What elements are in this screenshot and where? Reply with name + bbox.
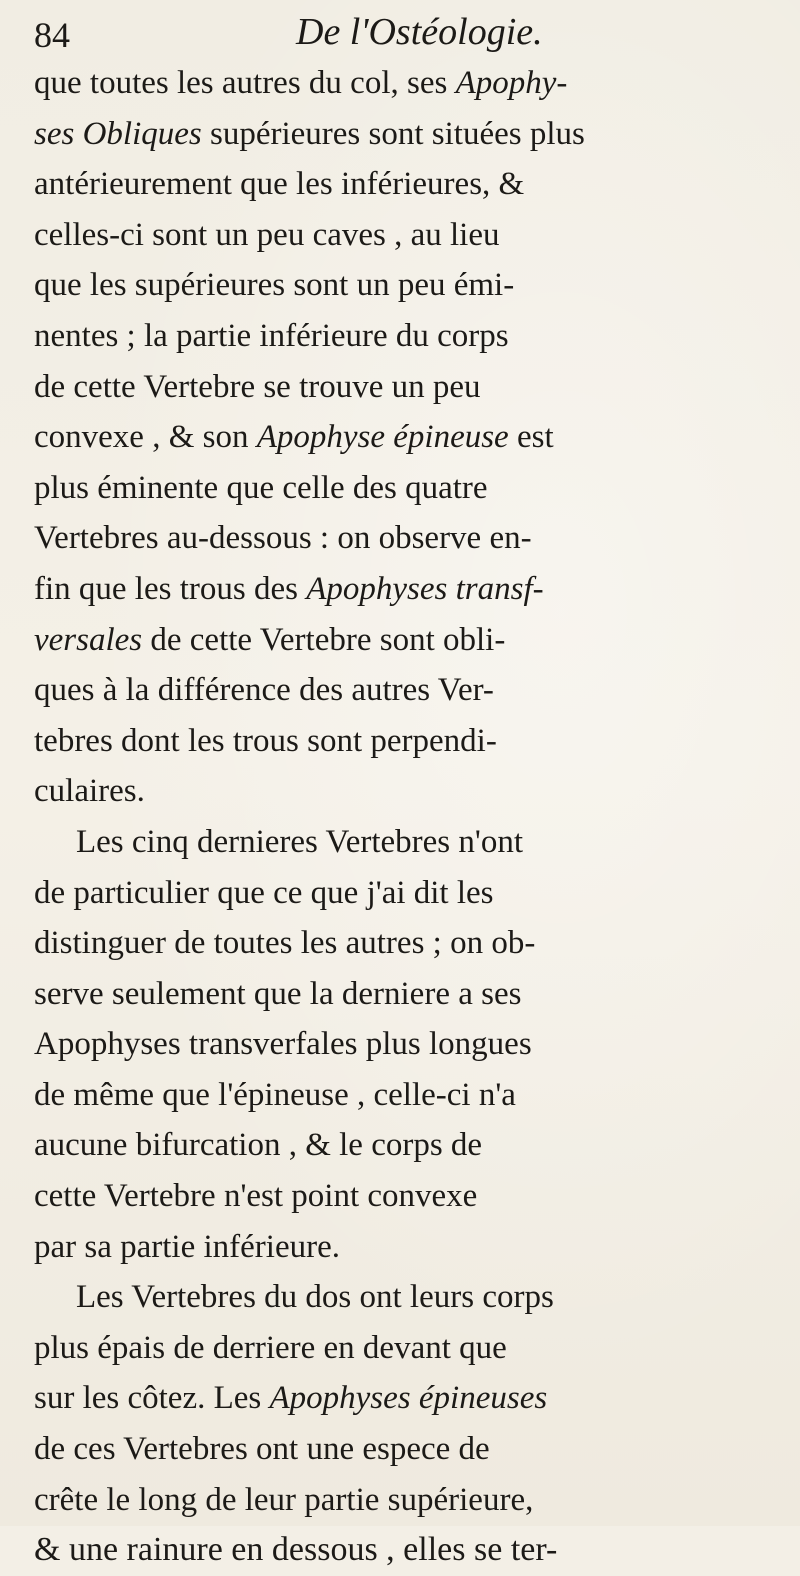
- text-line: [34, 362, 764, 413]
- text-line: [34, 1272, 764, 1323]
- italic-term: Apophyse épineuse: [256, 419, 509, 456]
- text-line: [34, 1424, 764, 1475]
- text-run: sur les côtez. Les: [34, 1380, 270, 1417]
- italic-term: Apophyses épineuses: [269, 1380, 548, 1417]
- text-run: que les supérieures sont un peu émi-: [34, 267, 515, 304]
- text-line: [34, 1525, 764, 1576]
- text-line: [34, 412, 764, 463]
- text-run: ques à la différence des autres Ver-: [34, 672, 494, 709]
- text-line: [34, 159, 764, 210]
- italic-term: Apophy-: [455, 65, 568, 101]
- text-run: crête le long de leur partie supérieure,: [34, 1481, 534, 1518]
- text-run: antérieurement que les inférieures, &: [34, 166, 525, 203]
- text-run: fin que les trous des: [34, 570, 307, 607]
- page-number: 84: [34, 15, 70, 55]
- text-run: distinguer de toutes les autres ; on ob-: [34, 925, 536, 962]
- text-run: de ces Vertebres ont une espece de: [34, 1431, 490, 1468]
- text-run: aucune bifurcation , & le corps de: [34, 1127, 483, 1164]
- text-line: [34, 1373, 764, 1424]
- text-run: est: [508, 419, 554, 456]
- text-run: cette Vertebre n'est point convexe: [34, 1178, 478, 1215]
- text-line: [34, 1222, 764, 1273]
- body-text: [34, 58, 764, 1576]
- text-line: [34, 1070, 764, 1121]
- text-run: culaires.: [34, 773, 145, 810]
- text-run: de cette Vertebre sont obli-: [142, 621, 506, 658]
- text-line: [34, 1120, 764, 1171]
- text-line: [34, 868, 764, 919]
- text-line: [34, 969, 764, 1020]
- text-line: [34, 817, 764, 868]
- text-run: Les Vertebres du dos ont leurs corps: [76, 1279, 554, 1316]
- text-run: tebres dont les trous sont perpendi-: [34, 722, 497, 759]
- text-line: [34, 1475, 764, 1526]
- text-run: & une rainure en dessous , elles se ter-: [34, 1531, 558, 1569]
- text-line: [34, 260, 764, 311]
- text-run: plus éminente que celle des quatre: [34, 469, 488, 506]
- text-run: de même que l'épineuse , celle-ci n'a: [34, 1076, 516, 1113]
- text-run: plus épais de derriere en devant que: [34, 1329, 507, 1366]
- text-run: Apophyses transverfales plus longues: [34, 1026, 532, 1063]
- text-run: convexe , & son: [34, 419, 257, 456]
- text-line: [34, 1019, 764, 1070]
- text-line: [34, 665, 764, 716]
- text-line: [34, 463, 764, 514]
- text-run: Les cinq dernieres Vertebres n'ont: [76, 823, 524, 860]
- text-line: [34, 210, 764, 261]
- text-run: Vertebres au-dessous : on observe en-: [34, 520, 532, 557]
- text-run: de cette Vertebre se trouve un peu: [34, 368, 481, 405]
- text-line: [34, 564, 764, 615]
- running-title: De l'Ostéologie.: [296, 11, 543, 53]
- text-run: que toutes les autres du col, ses: [34, 65, 456, 101]
- text-line: [34, 513, 764, 564]
- italic-term: ses Obliques: [34, 115, 202, 152]
- text-run: de particulier que ce que j'ai dit les: [34, 874, 494, 911]
- italic-term: versales: [34, 621, 143, 658]
- text-line: [34, 1323, 764, 1374]
- text-line: [34, 58, 764, 109]
- text-line: [34, 766, 764, 817]
- text-run: celles-ci sont un peu caves , au lieu: [34, 216, 500, 253]
- text-line: [34, 311, 764, 362]
- text-run: par sa partie inférieure.: [34, 1228, 340, 1265]
- italic-term: Apophyses transf-: [306, 570, 544, 607]
- text-run: nentes ; la partie inférieure du corps: [34, 317, 509, 354]
- text-line: [34, 918, 764, 969]
- text-line: [34, 109, 764, 160]
- text-line: [34, 615, 764, 666]
- text-line: [34, 1171, 764, 1222]
- text-run: supérieures sont situées plus: [201, 115, 585, 152]
- text-run: serve seulement que la derniere a ses: [34, 975, 522, 1012]
- text-line: [34, 716, 764, 767]
